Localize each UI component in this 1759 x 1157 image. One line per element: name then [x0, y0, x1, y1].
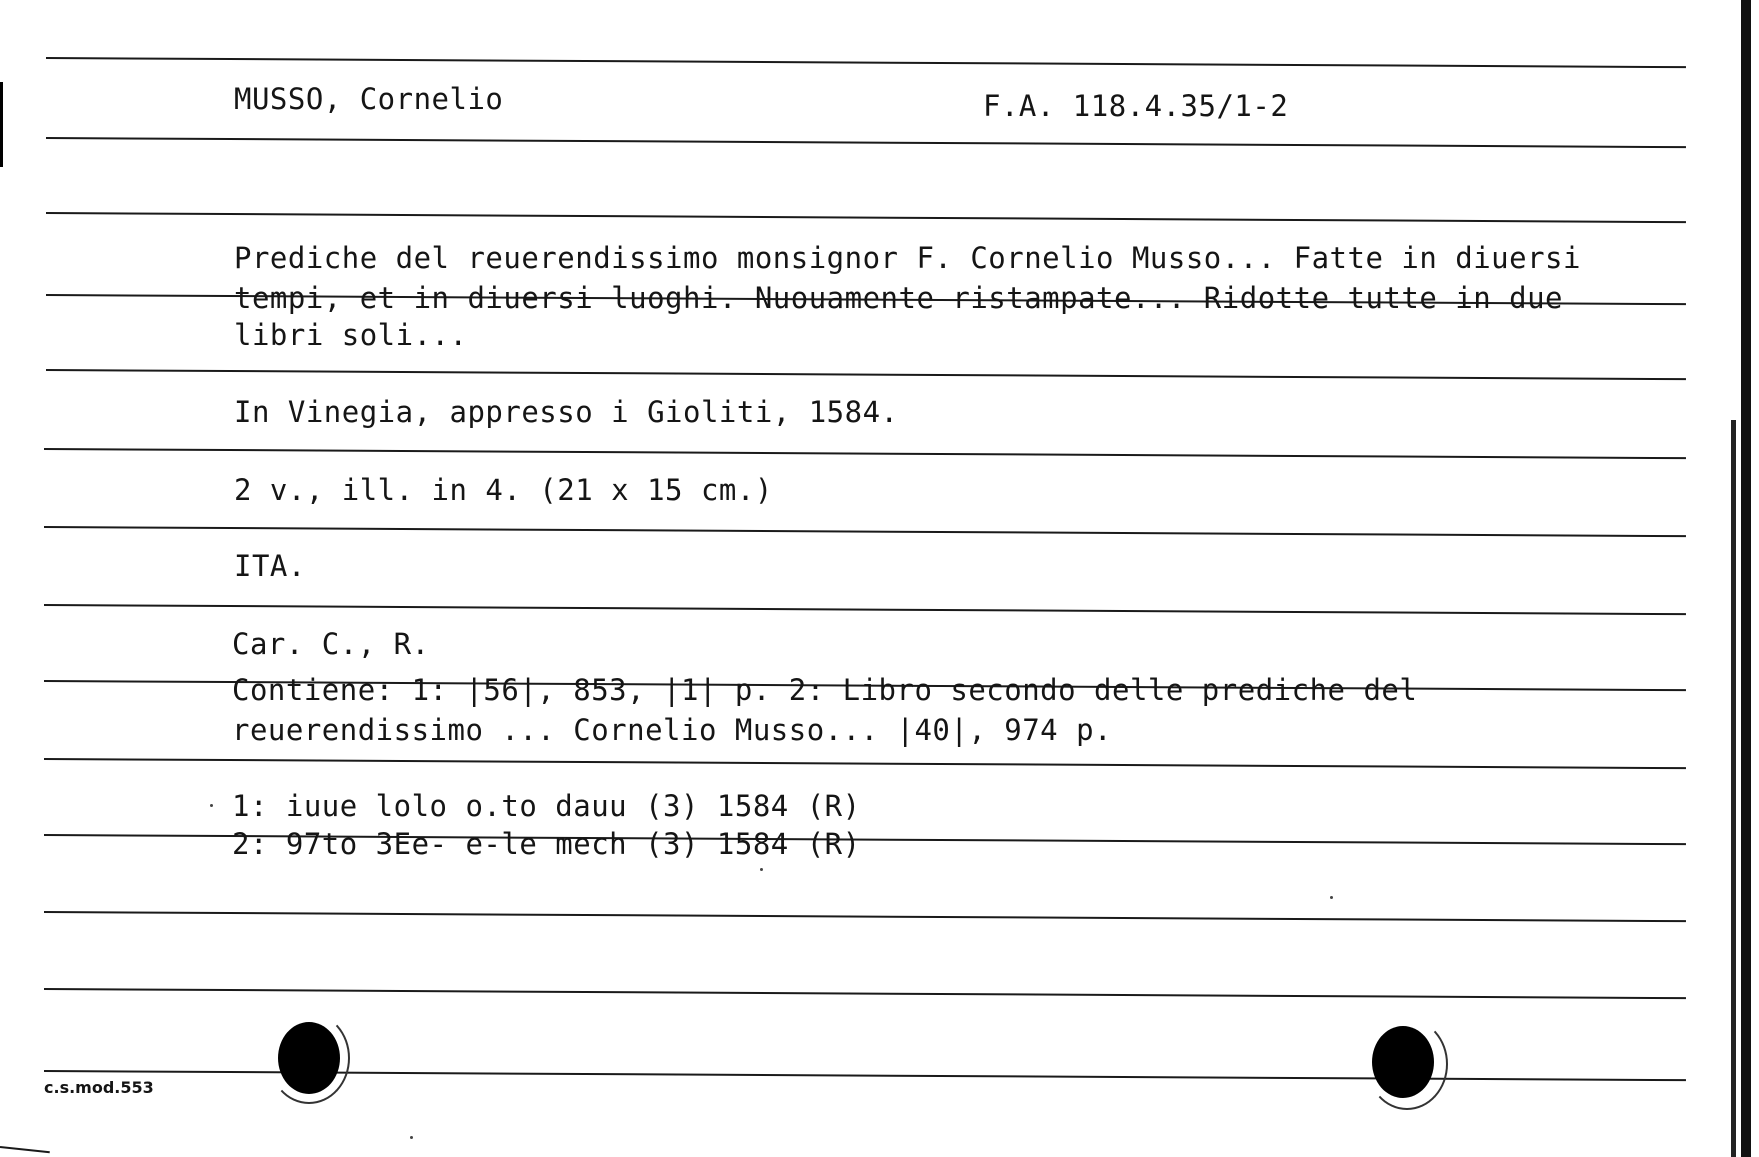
- fingerprint-line-2: 2: 97to 3Ee- e-le mech (3) 1584 (R): [232, 827, 861, 861]
- rule-line: [44, 448, 1686, 459]
- speck: [210, 804, 213, 807]
- right-edge-shadow: [1741, 0, 1751, 1157]
- rule-line: [44, 988, 1686, 999]
- rule-line: [46, 57, 1686, 68]
- punch-hole-left: [278, 1022, 340, 1094]
- contents-line-1: Contiene: 1: |56|, 853, |1| p. 2: Libro secondo delle prediche del: [232, 673, 1418, 707]
- speck: [760, 868, 763, 871]
- title-line-1: Prediche del reuerendissimo monsignor F. Cornelio Musso... Fatte in diuersi: [234, 241, 1581, 275]
- rule-line: [44, 526, 1686, 537]
- speck: [1330, 896, 1333, 899]
- rule-line: [46, 369, 1686, 380]
- author-heading: MUSSO, Cornelio: [234, 82, 504, 116]
- physical-description: 2 v., ill. in 4. (21 x 15 cm.): [234, 473, 773, 507]
- shelfmark: F.A. 118.4.35/1-2: [983, 89, 1289, 123]
- contents-line-2: reuerendissimo ... Cornelio Musso... |40|, 974 p.: [232, 713, 1113, 747]
- rule-line: [44, 604, 1686, 615]
- imprint: In Vinegia, appresso i Gioliti, 1584.: [234, 395, 899, 429]
- right-edge-shadow-thin: [1731, 420, 1736, 1157]
- title-line-2: tempi, et in diuersi luoghi. Nuouamente ristampate... Ridotte tutte in due: [234, 281, 1564, 315]
- title-line-3: libri soli...: [234, 318, 468, 352]
- form-code: c.s.mod.553: [44, 1078, 154, 1097]
- left-edge-mark: [0, 82, 3, 167]
- notes: Car. C., R.: [232, 627, 430, 661]
- fingerprint-line-1: 1: iuue lolo o.to dauu (3) 1584 (R): [232, 789, 861, 823]
- rule-line: [46, 212, 1686, 223]
- rule-line: [44, 911, 1686, 922]
- speck: [410, 1136, 413, 1139]
- corner-scuff: [0, 1146, 50, 1153]
- rule-line: [46, 137, 1686, 148]
- language: ITA.: [234, 549, 306, 583]
- rule-line: [44, 758, 1686, 769]
- punch-hole-right: [1372, 1026, 1434, 1098]
